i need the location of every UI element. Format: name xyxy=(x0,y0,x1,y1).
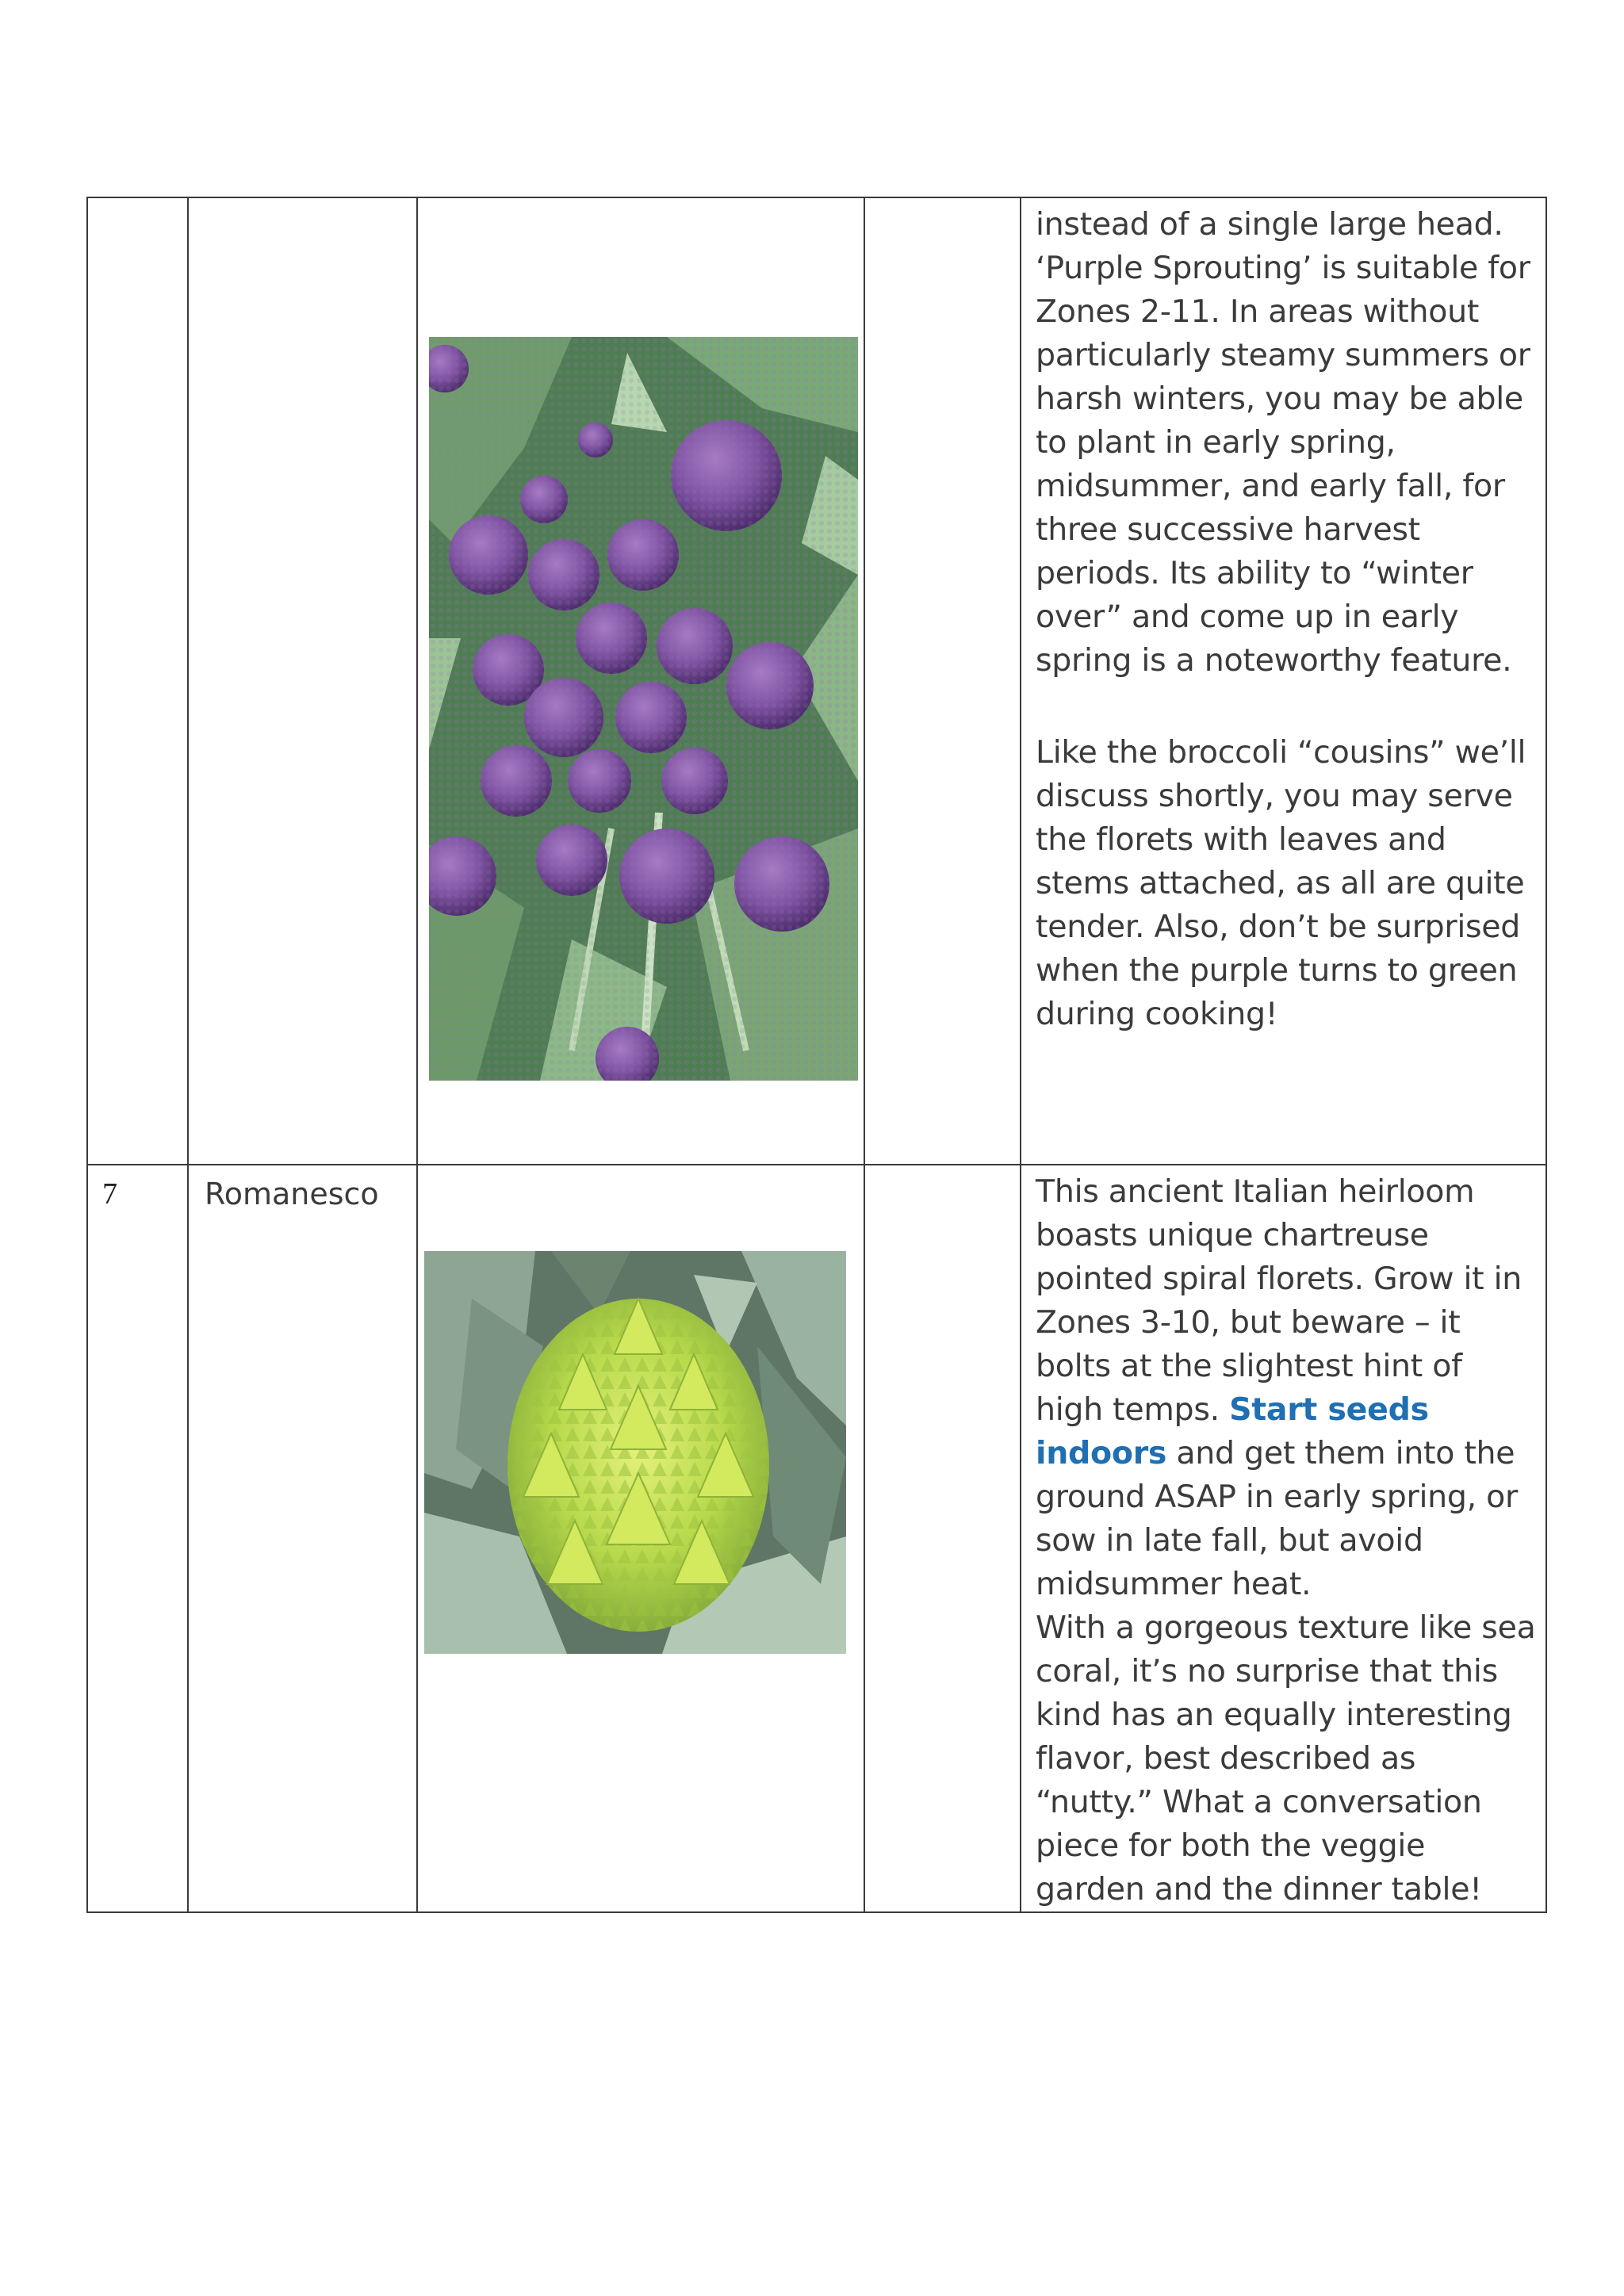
image-cell xyxy=(417,1165,864,1912)
description-paragraph: With a gorgeous texture like sea coral, it’s no surprise that this kind has an equally interesting flavor, best described as “nutty.” What a conversation piece for both the veggie garden and the dinner table! xyxy=(1036,1609,1536,1908)
romanesco-photo xyxy=(424,1251,846,1654)
table-row xyxy=(87,197,1546,1165)
description-cell xyxy=(1021,1165,1546,1912)
empty-cell xyxy=(864,1165,1021,1912)
description-paragraph xyxy=(1036,1170,1538,1606)
name-cell xyxy=(188,1165,417,1912)
row-number: 7 xyxy=(102,1177,117,1211)
number-cell xyxy=(87,1165,188,1912)
variety-name xyxy=(189,198,416,209)
description xyxy=(1021,198,1545,1036)
number-cell xyxy=(87,197,188,1165)
variety-name: Romanesco xyxy=(205,1177,379,1211)
start-seeds-indoors-link[interactable]: Start seeds indoors xyxy=(1036,1391,1429,1471)
description-text: This ancient Italian heirloom boasts unique chartreuse pointed spiral florets. Grow it in Zones 3-10, but beware – it bolts at the slightest hint of high temps. xyxy=(1036,1173,1522,1428)
purple-sprouting-broccoli-photo xyxy=(429,337,858,1081)
description-paragraph: Like the broccoli “cousins” we’ll discuss shortly, you may serve the florets with leaves and stems attached, as all are quite tender. Also, don’t be surprised when the purple turns to green during cooking! xyxy=(1036,734,1526,1032)
table-row xyxy=(87,1165,1546,1912)
row-number xyxy=(88,198,187,209)
image-cell xyxy=(417,197,864,1165)
empty-cell xyxy=(864,197,1021,1165)
description xyxy=(1021,1165,1545,1911)
name-cell xyxy=(188,197,417,1165)
description-text: and get them into the ground ASAP in early spring, or sow in late fall, but avoid midsummer heat. xyxy=(1036,1435,1518,1602)
vegetable-table xyxy=(86,197,1547,1913)
description-paragraph: instead of a single large head. ‘Purple Sprouting’ is suitable for Zones 2-11. In areas without particularly steamy summers or harsh winters, you may be able to plant in early spring, midsummer, and early fall, for three successive harvest periods. Its ability to “winter over” and come up in early spring is a noteworthy feature. xyxy=(1036,206,1530,679)
description-cell xyxy=(1021,197,1546,1165)
